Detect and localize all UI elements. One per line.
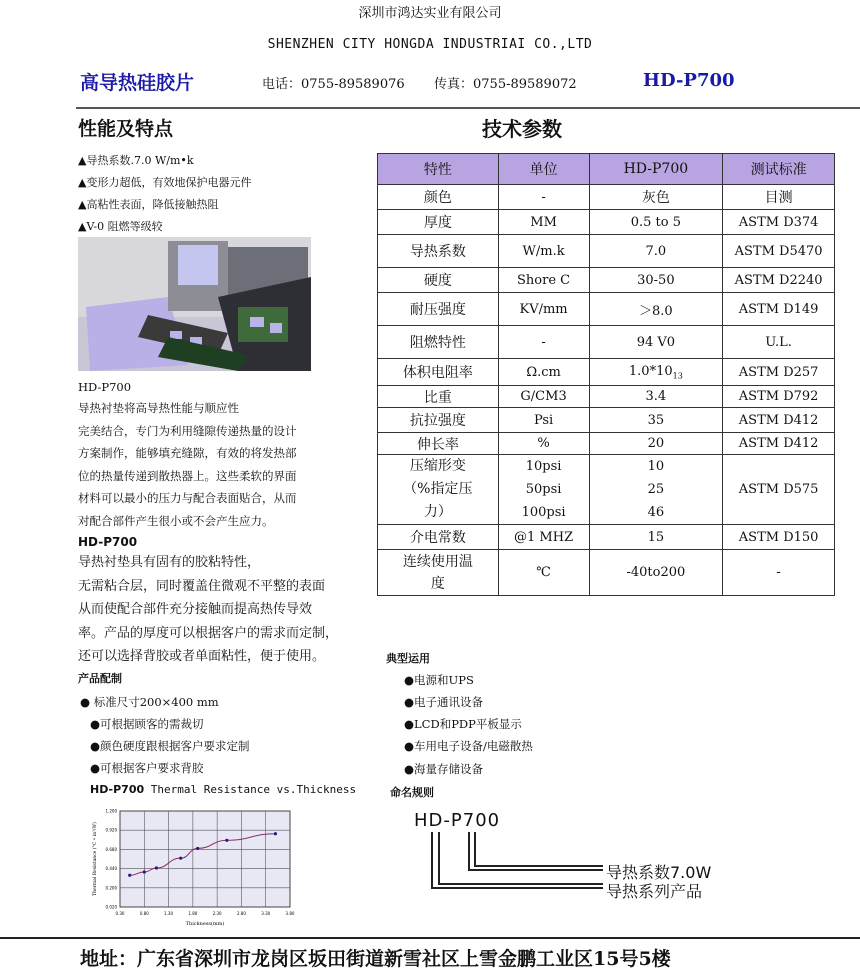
spec-cell: - [723, 550, 835, 596]
spec-row [378, 433, 835, 455]
spec-cell [589, 359, 723, 386]
naming-title: 命名规则 [390, 786, 434, 799]
application-item: ●电子通讯设备 [404, 695, 484, 709]
spec-cell: 介电常数 [378, 525, 499, 550]
temp-label-line: 连续使用温 [402, 553, 473, 570]
description-model: HD-P700 [78, 535, 138, 549]
chart-x-tick-label: 3.30 [261, 911, 271, 916]
configuration-item: ●颜色硬度跟根据客户要求定制 [90, 739, 250, 753]
application-item: ●海量存储设备 [404, 762, 484, 776]
features-title: 性能及特点 [78, 118, 174, 140]
spec-header-cell: HD-P700 [589, 154, 723, 185]
fax-number: 传真：0755-89589072 [434, 77, 577, 92]
configuration-item: ● 标准尺寸200×400 mm [80, 695, 219, 709]
chart-x-tick-label: 2.30 [212, 911, 222, 916]
spec-cell: 46 [589, 501, 723, 525]
spec-cell: 50psi [498, 478, 589, 501]
spec-cell: 10psi [498, 455, 589, 478]
chart-y-tick-label: 0.200 [105, 885, 117, 891]
chart-x-tick-label: 2.80 [236, 911, 246, 916]
spec-cell: 100psi [498, 501, 589, 525]
spec-cell: 3.4 [589, 386, 723, 408]
chart-y-tick-label: 0.440 [105, 866, 117, 872]
application-item: ●车用电子设备/电磁散热 [404, 739, 533, 753]
spec-cell: - [498, 185, 589, 210]
spec-cell: 35 [589, 408, 723, 433]
spec-cell: ASTM D575 [723, 455, 835, 525]
temp-label-line: 度 [430, 575, 445, 592]
applications-title: 典型运用 [386, 652, 430, 665]
spec-cell: ASTM D792 [723, 386, 835, 408]
thermal-resistance-chart [88, 805, 300, 933]
spec-row [378, 293, 835, 326]
spec-cell: ASTM D5470 [723, 235, 835, 268]
chart-data-point [225, 839, 228, 842]
chart-x-tick-label: 3.80 [285, 911, 295, 916]
configuration-title: 产品配制 [78, 672, 122, 685]
naming-code: HD-P700 [414, 810, 501, 831]
spec-cell: 20 [589, 433, 723, 455]
description-line: 导热衬垫将高导热性能与顺应性 [78, 401, 239, 415]
chart-y-tick-label: 0.020 [105, 904, 117, 910]
chart-y-tick-label: 0.920 [105, 827, 117, 833]
spec-cell: ＞8.0 [589, 293, 723, 326]
feature-item: ▲高粘性表面，降低接触热阻 [78, 198, 219, 211]
spec-row [378, 386, 835, 408]
spec-cell: 比重 [378, 386, 499, 408]
spec-cell: 硬度 [378, 268, 499, 293]
chart-y-tick-label: 1.200 [105, 808, 117, 814]
chart-x-tick-label: 0.30 [115, 911, 125, 916]
spec-cell: 25 [589, 478, 723, 501]
chart-y-axis-label: Thermal Resistance (°C • in²/W) [93, 822, 98, 896]
spec-cell: ℃ [498, 550, 589, 596]
spec-cell: 耐压强度 [378, 293, 499, 326]
compression-label [378, 455, 499, 525]
spec-cell: W/m.k [498, 235, 589, 268]
spec-cell: 伸长率 [378, 433, 499, 455]
spec-cell: ASTM D2240 [723, 268, 835, 293]
resistivity-value: 1.0*10 [628, 363, 673, 379]
feature-item: ▲变形力超低，有效地保护电器元件 [78, 176, 252, 189]
description-line: 还可以选择背胶或者单面粘性，便于使用。 [78, 649, 326, 664]
company-name-cn: 深圳市鸿达实业有限公司 [358, 6, 502, 21]
spec-cell: 0.5 to 5 [589, 210, 723, 235]
chart-x-tick-label: 0.80 [139, 911, 149, 916]
spec-cell: ASTM D412 [723, 408, 835, 433]
spec-cell: MM [498, 210, 589, 235]
company-name-en: SHENZHEN CITY HONGDA INDUSTRIAI CO.,LTD [267, 37, 593, 52]
spec-cell: 目测 [723, 185, 835, 210]
spec-cell: ASTM D150 [723, 525, 835, 550]
spec-header-row [378, 154, 835, 185]
spec-header-cell: 单位 [498, 154, 589, 185]
description-model: HD-P700 [78, 380, 132, 394]
chart-data-point [128, 874, 131, 877]
spec-cell: 抗拉强度 [378, 408, 499, 433]
chart-y-tick-label: 0.680 [105, 846, 117, 852]
chart-caption-text: Thermal Resistance vs.Thickness [150, 783, 357, 796]
chart-data-point [179, 857, 182, 860]
compression-label-line: 压缩形变 [409, 458, 466, 474]
header-divider [76, 107, 860, 109]
chart-data-point [274, 832, 277, 835]
phone-number: 电话：0755-89589076 [262, 77, 405, 92]
spec-cell: ASTM D257 [723, 359, 835, 386]
spec-table [377, 153, 835, 596]
description-paragraph [78, 551, 338, 669]
configuration-item: ●可根据客户要求背胶 [90, 761, 204, 775]
description-line: 对配合部件产生很小或不会产生应力。 [78, 513, 274, 528]
spec-cell: - [498, 326, 589, 359]
spec-cell: 厚度 [378, 210, 499, 235]
chart-x-axis-label: Thickness(mm) [185, 921, 225, 927]
naming-label: 导热系列产品 [606, 882, 703, 901]
spec-cell: 颜色 [378, 185, 499, 210]
spec-cell: 15 [589, 525, 723, 550]
description-line: 材料可以最小的压力与配合表面贴合，从而 [78, 491, 297, 505]
spec-cell: 导热系数 [378, 235, 499, 268]
chart-data-point [155, 866, 158, 869]
description-line: 位的热量传递到散热器上。这些柔软的界面 [78, 468, 297, 483]
spec-cell: 体积电阻率 [378, 359, 499, 386]
spec-cell: 30-50 [589, 268, 723, 293]
configuration-item: ●可根据顾客的需裁切 [90, 717, 204, 731]
spec-cell: -40to200 [589, 550, 723, 596]
spec-row [378, 525, 835, 550]
spec-row [378, 408, 835, 433]
footer-divider [0, 937, 860, 939]
compression-label-line: （%指定压 [403, 481, 473, 497]
spec-row [378, 550, 835, 596]
spec-cell: U.L. [723, 326, 835, 359]
spec-cell: Shore C [498, 268, 589, 293]
spec-row [378, 268, 835, 293]
spec-cell: 10 [589, 455, 723, 478]
spec-row [378, 210, 835, 235]
product-photo [78, 237, 311, 371]
spec-cell: % [498, 433, 589, 455]
spec-cell: ASTM D374 [723, 210, 835, 235]
description-line: 率。产品的厚度可以根据客户的需求而定制， [78, 625, 339, 641]
spec-cell: @1 MHZ [498, 525, 589, 550]
spec-cell: G/CM3 [498, 386, 589, 408]
chart-caption [90, 783, 356, 796]
product-title: 高导热硅胶片 [80, 72, 195, 94]
chart-plot-area [120, 811, 290, 907]
spec-cell: Psi [498, 408, 589, 433]
spec-cell: Ω.cm [498, 359, 589, 386]
spec-cell: ASTM D412 [723, 433, 835, 455]
feature-item: ▲V-0 阻燃等级较 [78, 220, 163, 233]
description-line: 导热衬垫具有固有的胶粘特性， [78, 555, 261, 570]
spec-cell [378, 550, 499, 596]
chart-caption-model: HD-P700 [90, 783, 145, 796]
chart-x-tick-label: 1.30 [164, 911, 174, 916]
spec-row [378, 235, 835, 268]
spec-cell: 灰色 [589, 185, 723, 210]
chart-data-point [143, 870, 146, 873]
spec-row [378, 326, 835, 359]
description-line: 无需粘合层，同时覆盖住微观不平整的表面 [78, 578, 326, 594]
spec-cell: 7.0 [589, 235, 723, 268]
description-line: 完美结合，专门为利用缝隙传递热量的设计 [78, 423, 297, 438]
spec-header-cell: 测试标准 [723, 154, 835, 185]
chart-data-point [196, 847, 199, 850]
application-item: ●电源和UPS [404, 673, 474, 687]
spec-title: 技术参数 [482, 117, 562, 141]
spec-cell: 阻燃特性 [378, 326, 499, 359]
compression-label-line: 力） [423, 504, 452, 520]
spec-cell: KV/mm [498, 293, 589, 326]
spec-cell: ASTM D149 [723, 293, 835, 326]
description-paragraph [78, 397, 297, 532]
spec-row [378, 359, 835, 386]
spec-cell: 94 V0 [589, 326, 723, 359]
description-line: 从而使配合部件充分接触而提高热传导效 [78, 602, 313, 617]
application-item: ●LCD和PDP平板显示 [404, 717, 522, 731]
feature-item: ▲导热系数.7.0 W/m•k [78, 154, 194, 167]
resistivity-exponent: 13 [672, 371, 683, 381]
model-header: HD-P700 [643, 70, 735, 91]
description-line: 方案制作，能够填充缝隙，有效的将发热部 [78, 446, 297, 460]
footer-address: 地址：广东省深圳市龙岗区坂田街道新雪社区上雪金鹏工业区15号5楼 [80, 948, 671, 970]
spec-row [378, 455, 835, 478]
naming-diagram-lines [425, 832, 605, 892]
naming-label: 导热系数7.0W [606, 863, 712, 882]
spec-row [378, 185, 835, 210]
spec-header-cell: 特性 [378, 154, 499, 185]
chart-x-tick-label: 1.80 [188, 911, 198, 916]
